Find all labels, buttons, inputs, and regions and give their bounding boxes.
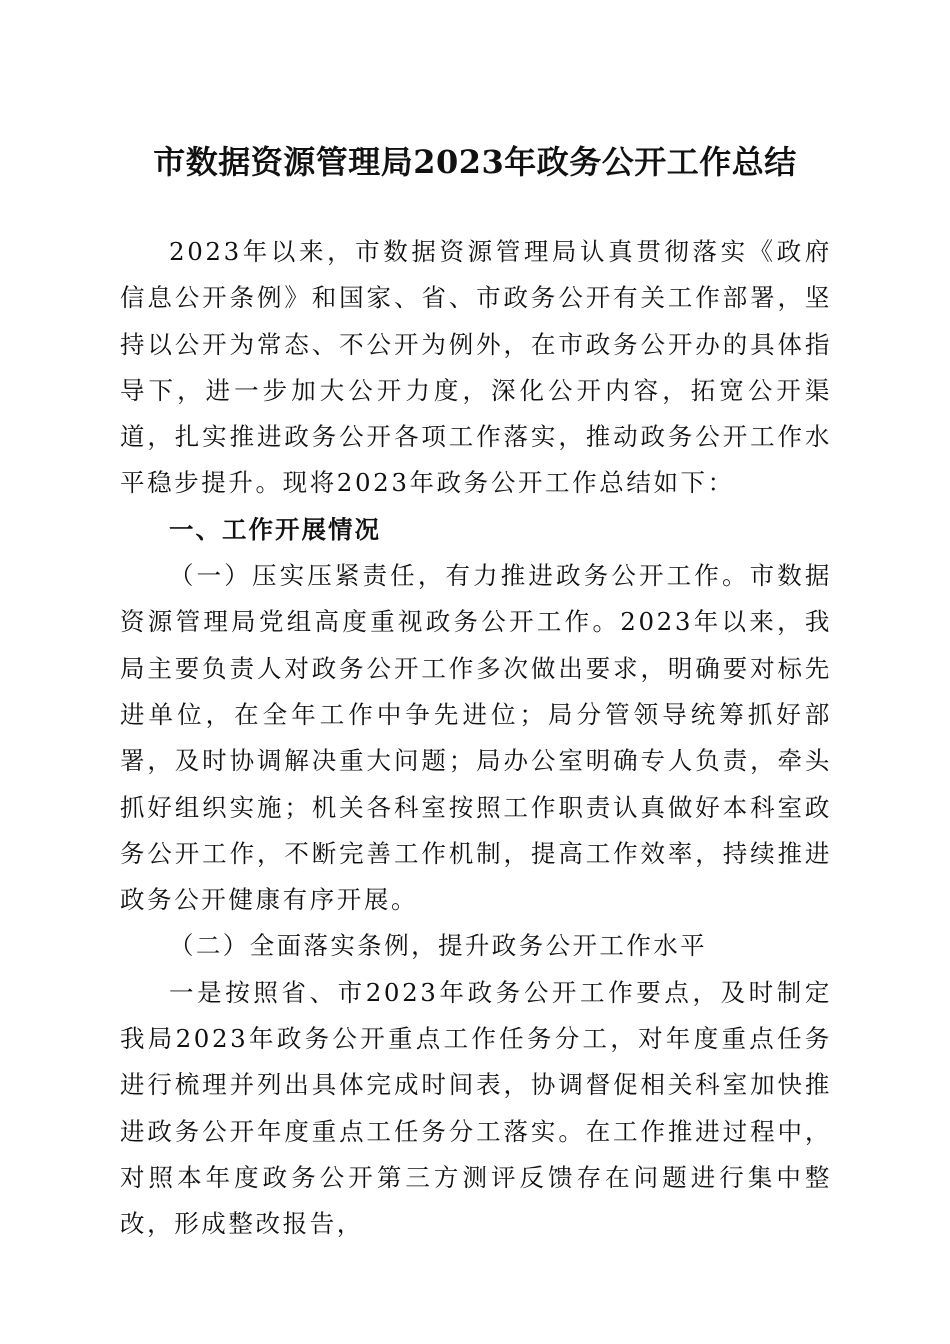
subsection-1-paragraph: （一）压实压紧责任，有力推进政务公开工作。市数据资源管理局党组高度重视政务公开工作。2023年以来，我局主要负责人对政务公开工作多次做出要求，明确要对标先进单位，在全年工作中争先进位；局分管领导统筹抓好部署，及时协调解决重大问题；局办公室明确专人负责，牵头抓好组织实施；机关各科室按照工作职责认真做好本科室政务公开工作，不断完善工作机制，提高工作效率，持续推进政务公开健康有序开展。	[120, 561, 832, 915]
subsection-2-paragraph: 一是按照省、市2023年政务公开工作要点，及时制定我局2023年政务公开重点工作任务分工，对年度重点任务进行梳理并列出具体完成时间表，协调督促相关科室加快推进政务公开年度重点工任务分工落实。在工作推进过程中，对照本年度政务公开第三方测评反馈存在问题进行集中整改，形成整改报告，	[120, 977, 832, 1239]
document-title: 市数据资源管理局2023年政务公开工作总结	[153, 143, 797, 181]
intro-paragraph: 2023年以来，市数据资源管理局认真贯彻落实《政府信息公开条例》和国家、省、市政务公开有关工作部署，坚持以公开为常态、不公开为例外，在市政务公开办的具体指导下，进一步加大公开力度，深化公开内容，拓宽公开渠道，扎实推进政务公开各项工作落实，推动政务公开工作水平稳步提升。现将2023年政务公开工作总结如下：	[120, 237, 832, 498]
subsection-2-heading: （二）全面落实条例，提升政务公开工作水平	[169, 931, 707, 961]
document-body	[120, 229, 832, 1248]
section-heading: 一、工作开展情况	[169, 514, 381, 544]
